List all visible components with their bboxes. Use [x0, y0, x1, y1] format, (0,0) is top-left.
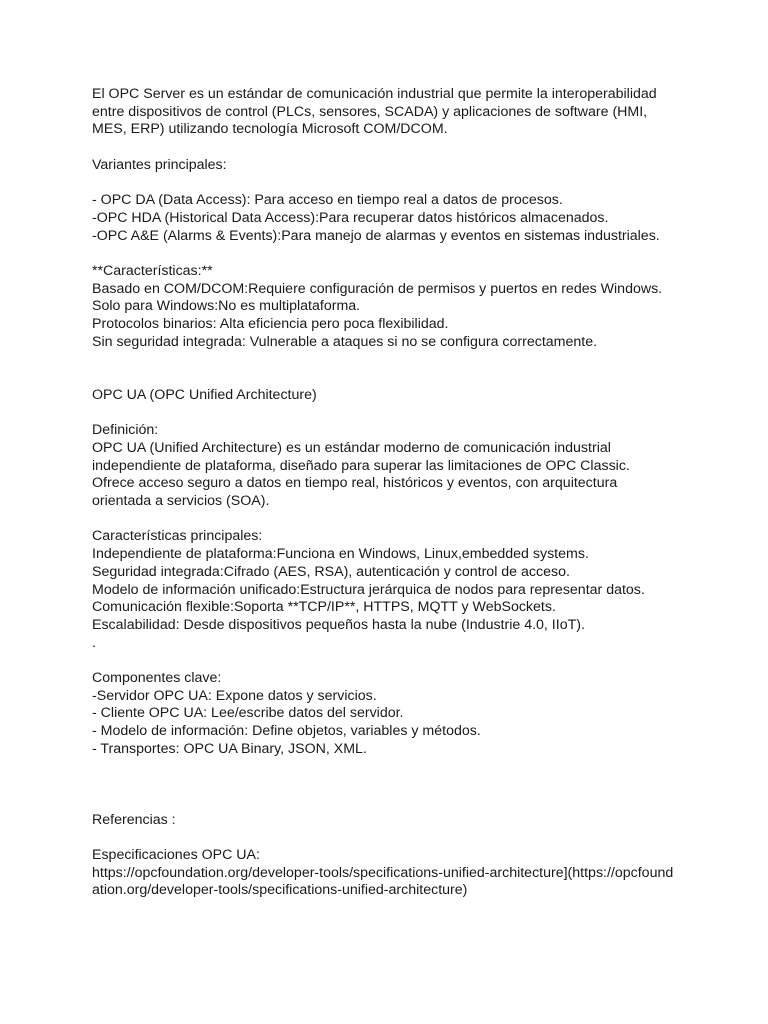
spec-link[interactable]	[92, 865, 692, 900]
list-item: Seguridad integrada:Cifrado (AES, RSA), autenticación y control de acceso.	[92, 563, 570, 580]
list-item: -Servidor OPC UA: Expone datos y servicios.	[92, 687, 377, 704]
intro-line: entre dispositivos de control (PLCs, sensores, SCADA) y aplicaciones de software (HMI,	[92, 103, 648, 120]
ua-section-title: OPC UA (OPC Unified Architecture)	[92, 386, 317, 403]
list-item: - Cliente OPC UA: Lee/escribe datos del servidor.	[92, 705, 404, 722]
list-item: Modelo de información unificado:Estructura jerárquica de nodos para representar datos.	[92, 581, 645, 598]
list-item: -OPC A&E (Alarms & Events):Para manejo de alarmas y eventos en sistemas industriales.	[92, 227, 660, 244]
definition-heading: Definición:	[92, 422, 159, 439]
ua-features-heading: Características principales:	[92, 528, 263, 545]
list-item: - Transportes: OPC UA Binary, JSON, XML.	[92, 740, 367, 757]
spec-link-line[interactable]: https://opcfoundation.org/developer-tools/specifications-unified-architecture](https://opcfound	[92, 864, 674, 881]
intro-line: MES, ERP) utilizando tecnología Microsoft COM/DCOM.	[92, 121, 448, 138]
list-item: Sin seguridad integrada: Vulnerable a ataques si no se configura correctamente.	[92, 333, 598, 350]
classic-features-heading: **Características:**	[92, 262, 213, 279]
list-item: - Modelo de información: Define objetos, variables y métodos.	[92, 723, 481, 740]
spec-link-line[interactable]: ation.org/developer-tools/specifications-unified-architecture)	[92, 882, 468, 899]
list-item: - OPC DA (Data Access): Para acceso en tiempo real a datos de procesos.	[92, 192, 563, 209]
definition-line: orientada a servicios (SOA).	[92, 493, 270, 510]
references-heading: Referencias :	[92, 811, 176, 828]
definition-line: OPC UA (Unified Architecture) es un estándar moderno de comunicación industrial	[92, 439, 611, 456]
list-item: Basado en COM/DCOM:Requiere configuración de permisos y puertos en redes Windows.	[92, 280, 663, 297]
list-item: .	[92, 634, 96, 651]
spec-label: Especificaciones OPC UA:	[92, 847, 260, 864]
ua-features-list	[92, 546, 692, 652]
list-item: Comunicación flexible:Soporta **TCP/IP**, HTTPS, MQTT y WebSockets.	[92, 599, 556, 616]
intro-paragraph	[92, 86, 692, 139]
components-list	[92, 688, 692, 759]
intro-line: El OPC Server es un estándar de comunicación industrial que permite la interoperabilidad	[92, 86, 657, 102]
list-item: Solo para Windows:No es multiplataforma.	[92, 298, 361, 315]
definition-paragraph	[92, 440, 692, 511]
variants-heading: Variantes principales:	[92, 156, 227, 173]
document-page	[92, 86, 692, 900]
classic-features-list	[92, 281, 692, 352]
list-item: Escalabilidad: Desde dispositivos pequeños hasta la nube (Industrie 4.0, IIoT).	[92, 616, 585, 633]
list-item: -OPC HDA (Historical Data Access):Para recuperar datos históricos almacenados.	[92, 209, 609, 226]
variants-list	[92, 192, 692, 245]
list-item: Protocolos binarios: Alta eficiencia pero poca flexibilidad.	[92, 316, 449, 333]
definition-line: independiente de plataforma, diseñado para superar las limitaciones de OPC Classic.	[92, 457, 630, 474]
components-heading: Componentes clave:	[92, 670, 222, 687]
definition-line: Ofrece acceso seguro a datos en tiempo real, históricos y eventos, con arquitectura	[92, 475, 618, 492]
list-item: Independiente de plataforma:Funciona en Windows, Linux,embedded systems.	[92, 546, 589, 563]
